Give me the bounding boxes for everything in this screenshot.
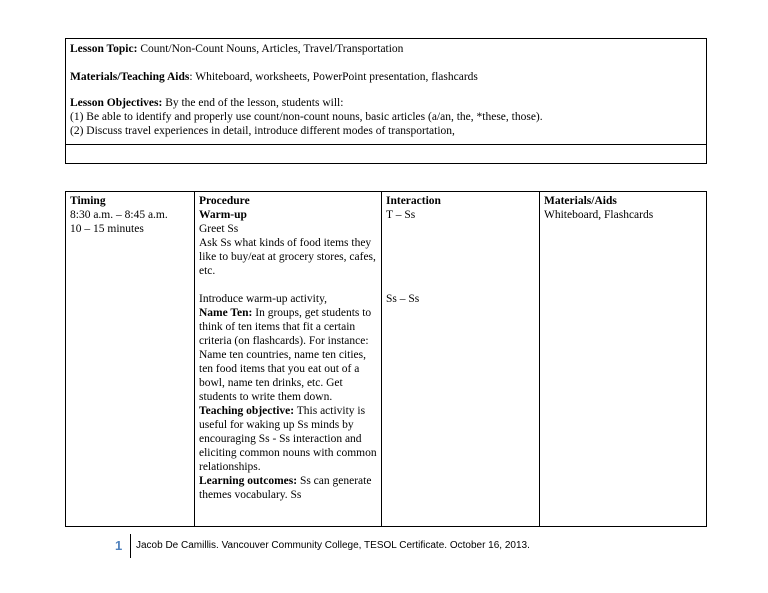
page-number: 1 bbox=[115, 538, 123, 553]
learning-outcomes-text: Ss can generate themes vocabulary. Ss bbox=[199, 475, 372, 501]
timing-time: 8:30 a.m. – 8:45 a.m. bbox=[70, 209, 168, 221]
teaching-objective-label: Teaching objective: bbox=[199, 405, 295, 417]
empty-row bbox=[66, 144, 706, 163]
objectives-line bbox=[70, 96, 702, 110]
learning-outcomes-label: Learning outcomes: bbox=[199, 475, 298, 487]
timing-header: Timing bbox=[70, 195, 106, 207]
warmup-line-1: Greet Ss bbox=[199, 223, 239, 235]
warmup-line-2: Ask Ss what kinds of food items they like to buy/eat at grocery stores, cafes, etc. bbox=[199, 237, 376, 277]
procedure-header: Procedure bbox=[199, 195, 250, 207]
name-ten-paragraph bbox=[199, 306, 377, 404]
teaching-objective-paragraph bbox=[199, 404, 377, 474]
lesson-header-table bbox=[65, 38, 707, 164]
objective-2: (2) Discuss travel experiences in detail, introduce different modes of transportation, bbox=[70, 125, 455, 137]
timing-column bbox=[66, 192, 195, 526]
interaction-2: Ss – Ss bbox=[386, 293, 420, 305]
lesson-topic-label: Lesson Topic: bbox=[70, 43, 138, 55]
learning-outcomes-paragraph bbox=[199, 474, 377, 502]
procedure-column bbox=[195, 192, 382, 526]
lesson-topic-value: Count/Non-Count Nouns, Articles, Travel/Transportation bbox=[137, 43, 404, 55]
footer-text: Jacob De Camillis. Vancouver Community College, TESOL Certificate. October 16, 2013. bbox=[136, 540, 530, 551]
materials-value: : Whiteboard, worksheets, PowerPoint presentation, flashcards bbox=[189, 71, 478, 83]
teaching-objective-text: This activity is useful for waking up Ss minds by encouraging Ss - Ss interaction and eliciting common nouns with common relationships. bbox=[199, 405, 377, 473]
interaction-1: T – Ss bbox=[386, 209, 416, 221]
lesson-header-cell bbox=[66, 39, 706, 144]
materials-column bbox=[540, 192, 706, 526]
warmup-title: Warm-up bbox=[199, 209, 247, 221]
timing-duration: 10 – 15 minutes bbox=[70, 223, 144, 235]
materials-aids-header: Materials/Aids bbox=[544, 195, 617, 207]
materials-line bbox=[70, 70, 702, 84]
objectives-value: By the end of the lesson, students will: bbox=[162, 97, 344, 109]
materials-aids-value: Whiteboard, Flashcards bbox=[544, 209, 654, 221]
objective-1: (1) Be able to identify and properly use count/non-count nouns, basic articles (a/an, the, *these, those). bbox=[70, 111, 543, 123]
name-ten-label: Name Ten: bbox=[199, 307, 253, 319]
interaction-header: Interaction bbox=[386, 195, 441, 207]
lesson-topic bbox=[70, 42, 702, 56]
footer-divider bbox=[130, 534, 131, 558]
objectives-label: Lesson Objectives: bbox=[70, 97, 163, 109]
materials-label: Materials/Teaching Aids bbox=[70, 71, 190, 83]
name-ten-text: In groups, get students to think of ten items that fit a certain criteria (on flashcards). For instance: Name ten countries, name ten cities, ten food items that you eat out of a bowl, name ten drinks, etc. Get students to write them down. bbox=[199, 307, 372, 403]
lesson-plan-table bbox=[65, 191, 707, 527]
interaction-column bbox=[382, 192, 540, 526]
intro-text: Introduce warm-up activity, bbox=[199, 293, 327, 305]
